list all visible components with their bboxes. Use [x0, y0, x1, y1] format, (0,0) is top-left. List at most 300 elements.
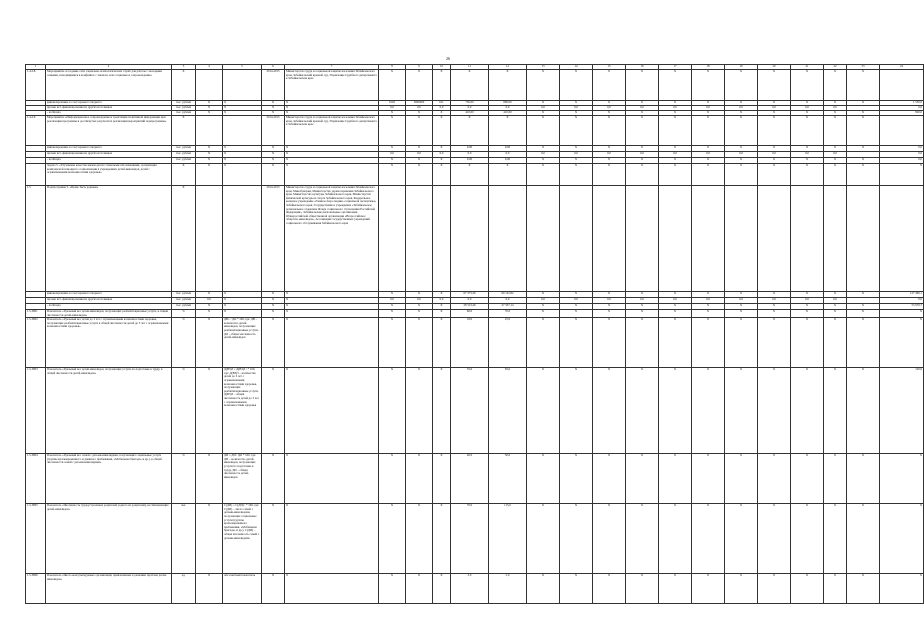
- column-number-cell: 24: [880, 65, 924, 70]
- table-cell: [196, 70, 223, 101]
- table-cell: X: [758, 70, 791, 101]
- table-cell: финансирование за счет краевого бюджета: [46, 146, 172, 152]
- column-number-cell: 11: [451, 65, 489, 70]
- table-cell: X: [593, 310, 626, 318]
- table-cell: прочие ист. финансирования из других источников: [46, 298, 172, 304]
- table-cell: 0,0: [758, 298, 791, 304]
- table-cell: X: [593, 368, 626, 454]
- table-cell: X: [758, 318, 791, 368]
- table-cell: [379, 186, 406, 292]
- table-cell: X: [791, 310, 824, 318]
- table-cell: - из Фонда: [46, 158, 172, 164]
- table-cell: X: [593, 164, 626, 186]
- table-cell: X: [527, 368, 560, 454]
- table-cell: X: [433, 368, 451, 454]
- table-cell: 40,0: [451, 454, 489, 504]
- table-cell: Мероприятие «Создание сети социально-психологических служб для работы с молодыми семьями, находящимися в конфликте с законом, и их социальное сопровождение»: [46, 70, 172, 101]
- table-cell: X: [725, 116, 758, 146]
- table-cell: 1.4.2.9.: [26, 116, 46, 146]
- table-cell: Задача 5. «Улучшение качества жизни детей с тяжелыми заболеваниями, организация комплексной помощи по социализации в учреждениях детей-инвалидов, детей с ограниченными возможностями здоровья»: [46, 164, 172, 186]
- table-cell: X: [824, 158, 847, 164]
- table-cell: [433, 186, 451, 292]
- table-cell: X: [692, 111, 725, 116]
- table-cell: 0,0: [725, 152, 758, 158]
- table-cell: X: [791, 368, 824, 454]
- table-cell: X: [626, 368, 659, 454]
- table-cell: 2014-2015: [262, 186, 285, 292]
- table-cell: 0,0: [659, 106, 692, 111]
- column-number-cell: 5: [223, 65, 262, 70]
- table-cell: X: [285, 111, 379, 116]
- table-cell: X: [824, 116, 847, 146]
- table-cell: X: [659, 304, 692, 310]
- table-cell: X: [791, 454, 824, 504]
- table-cell: тыс. рублей: [172, 304, 196, 310]
- table-cell: 0,0: [527, 152, 560, 158]
- table-cell: X: [692, 164, 725, 186]
- table-cell: X: [527, 504, 560, 574]
- table-cell: 0,0: [379, 106, 406, 111]
- table-cell: X: [725, 101, 758, 106]
- table-cell: [880, 116, 924, 146]
- table-row: [26, 310, 924, 318]
- table-cell: 60 122,82: [489, 292, 527, 298]
- table-cell: 0,0: [880, 106, 924, 111]
- table-cell: X: [433, 70, 451, 101]
- table-cell: X: [433, 504, 451, 574]
- table-row: [26, 574, 924, 604]
- table-cell: X: [626, 574, 659, 604]
- table-cell: X: [880, 318, 924, 368]
- table-cell: 0,0: [196, 298, 223, 304]
- column-number-cell: 14: [560, 65, 593, 70]
- table-cell: X: [527, 318, 560, 368]
- table-cell: 120,0: [880, 368, 924, 454]
- table-row: [26, 368, 924, 454]
- table-cell: X: [824, 146, 847, 152]
- table-cell: X: [527, 304, 560, 310]
- table-cell: X: [725, 70, 758, 101]
- table-cell: X: [758, 116, 791, 146]
- table-cell: 0,0: [880, 158, 924, 164]
- table-cell: X: [262, 310, 285, 318]
- table-cell: X: [433, 574, 451, 604]
- column-number-cell: 2: [46, 65, 172, 70]
- table-cell: X: [285, 454, 379, 504]
- table-cell: [223, 70, 262, 101]
- table-cell: тыс. рублей: [172, 111, 196, 116]
- table-cell: X: [791, 158, 824, 164]
- table-cell: 0,0: [527, 298, 560, 304]
- table-cell: финансирование за счет краевого бюджета: [46, 101, 172, 106]
- table-cell: X: [196, 106, 223, 111]
- table-cell: X: [196, 574, 223, 604]
- table-cell: X: [560, 146, 593, 152]
- table-cell: X: [659, 318, 692, 368]
- table-cell: X: [659, 101, 692, 106]
- table-cell: X: [285, 292, 379, 298]
- table-cell: 0,00: [451, 146, 489, 152]
- table-cell: X: [196, 158, 223, 164]
- table-cell: X: [847, 292, 880, 298]
- table-cell: X: [725, 318, 758, 368]
- table-cell: 0,0: [406, 106, 433, 111]
- table-cell: X: [725, 164, 758, 186]
- table-cell: 0,0: [758, 106, 791, 111]
- table-cell: [593, 186, 626, 292]
- table-row: [26, 454, 924, 504]
- program-table: [25, 64, 924, 604]
- table-cell: X: [560, 101, 593, 106]
- table-cell: X: [379, 146, 406, 152]
- table-cell: X: [824, 454, 847, 504]
- table-cell: X: [626, 164, 659, 186]
- table-cell: X: [791, 70, 824, 101]
- table-cell: 1002: [379, 101, 406, 106]
- table-cell: X: [791, 292, 824, 298]
- table-cell: X: [223, 106, 262, 111]
- column-number-cell: 1: [26, 65, 46, 70]
- table-cell: тыс. рублей: [172, 152, 196, 158]
- table-cell: X: [880, 504, 924, 574]
- table-cell: X: [791, 146, 824, 152]
- table-cell: X: [824, 101, 847, 106]
- table-cell: 28 313,46: [451, 304, 489, 310]
- table-cell: X: [847, 158, 880, 164]
- table-cell: - из Фонда: [46, 111, 172, 116]
- table-cell: 2014-2015: [262, 70, 285, 101]
- table-cell: 5,0: [489, 574, 527, 604]
- table-cell: X: [758, 574, 791, 604]
- table-cell: X: [659, 158, 692, 164]
- table-cell: X: [196, 292, 223, 298]
- table-cell: тыс. рублей: [172, 292, 196, 298]
- table-cell: X: [379, 164, 406, 186]
- table-cell: 750,00: [451, 101, 489, 106]
- table-cell: X: [196, 164, 223, 186]
- table-cell: 1 550,0: [880, 101, 924, 106]
- table-cell: X: [560, 454, 593, 504]
- table-cell: X: [406, 164, 433, 186]
- table-cell: X: [692, 292, 725, 298]
- table-cell: X: [758, 111, 791, 116]
- table-cell: X: [593, 158, 626, 164]
- column-number-cell: 8: [379, 65, 406, 70]
- table-cell: 0,0: [659, 152, 692, 158]
- table-cell: X: [626, 454, 659, 504]
- table-cell: X: [758, 101, 791, 106]
- table-cell: X: [285, 101, 379, 106]
- column-number-cell: 21: [791, 65, 824, 70]
- table-cell: 0,0: [626, 298, 659, 304]
- table-cell: X: [791, 101, 824, 106]
- table-cell: X: [560, 368, 593, 454]
- table-cell: 820,0: [880, 111, 924, 116]
- table-cell: 410,00: [451, 111, 489, 116]
- column-number-cell: 15: [593, 65, 626, 70]
- table-cell: 70,0: [489, 310, 527, 318]
- table-cell: X: [847, 116, 880, 146]
- column-number-cell: 17: [659, 65, 692, 70]
- table-cell: X: [791, 504, 824, 574]
- table-cell: 0,0: [560, 106, 593, 111]
- table-cell: X: [285, 574, 379, 604]
- table-cell: X: [847, 318, 880, 368]
- table-cell: 0,0: [433, 152, 451, 158]
- table-cell: X: [725, 454, 758, 504]
- table-cell: X: [223, 146, 262, 152]
- table-cell: 60,0: [451, 310, 489, 318]
- table-cell: X: [262, 152, 285, 158]
- table-cell: X: [791, 116, 824, 146]
- table-cell: X: [824, 310, 847, 318]
- table-cell: X: [725, 304, 758, 310]
- table-cell: 0,0: [560, 152, 593, 158]
- table-cell: X: [725, 368, 758, 454]
- table-cell: X: [626, 292, 659, 298]
- table-cell: X: [527, 146, 560, 152]
- table-cell: X: [223, 158, 262, 164]
- table-cell: [406, 186, 433, 292]
- table-cell: X: [659, 292, 692, 298]
- table-cell: X: [379, 111, 406, 116]
- table-cell: X: [451, 116, 489, 146]
- table-cell: 0,0: [527, 106, 560, 111]
- table-cell: X: [196, 304, 223, 310]
- table-cell: X: [847, 574, 880, 604]
- table-cell: ДИ = ДИ / ДО * 100, где: ДИ – количество детей-инвалидов, получающих услуги по подготовке к труду, ДИ – общая численность детей-инвалидов: [223, 454, 262, 504]
- table-cell: X: [262, 454, 285, 504]
- table-cell: X: [262, 146, 285, 152]
- table-cell: 0,0: [489, 106, 527, 111]
- table-row: [26, 504, 924, 574]
- table-cell: X: [223, 310, 262, 318]
- table-cell: X: [659, 454, 692, 504]
- table-cell: X: [285, 146, 379, 152]
- table-cell: X: [824, 304, 847, 310]
- table-cell: X: [692, 504, 725, 574]
- table-cell: X: [433, 318, 451, 368]
- table-cell: X: [527, 101, 560, 106]
- table-cell: 0,0: [406, 298, 433, 304]
- column-number-cell: 23: [847, 65, 880, 70]
- table-cell: X: [560, 164, 593, 186]
- table-cell: X: [791, 164, 824, 186]
- table-cell: 0,0: [880, 298, 924, 304]
- table-cell: 0,0: [593, 106, 626, 111]
- table-cell: X: [758, 310, 791, 318]
- column-number-cell: 6: [262, 65, 285, 70]
- table-cell: X: [196, 504, 223, 574]
- table-cell: X: [262, 368, 285, 454]
- table-cell: X: [725, 146, 758, 152]
- table-cell: 3,0: [451, 574, 489, 604]
- table-cell: X: [196, 310, 223, 318]
- table-cell: [560, 186, 593, 292]
- table-cell: X: [285, 164, 379, 186]
- column-number-cell: 9: [406, 65, 433, 70]
- table-cell: 0,0: [692, 298, 725, 304]
- table-cell: Показатель «Удельный вес детей до 3 лет с ограниченными возможностями здоровья, получающих реабилитационные услуги в общей численности детей до 3 лет с ограниченными возможностями здоровья»: [46, 318, 172, 368]
- table-cell: X: [172, 116, 196, 146]
- table-cell: 3690000: [406, 101, 433, 106]
- table-cell: финансирование за счет краевого бюджета: [46, 292, 172, 298]
- table-cell: тыс. рублей: [172, 106, 196, 111]
- table-cell: Показатель «Удельный вес детей-инвалидов, получающих реабилитационные услуги, в общей численности детей-инвалидов»: [46, 310, 172, 318]
- table-cell: 0,0: [791, 152, 824, 158]
- table-cell: 70,0: [451, 504, 489, 574]
- table-cell: X: [847, 368, 880, 454]
- table-cell: X: [659, 368, 692, 454]
- table-cell: X: [379, 504, 406, 574]
- table-cell: 1.5: [26, 186, 46, 292]
- table-cell: %: [172, 454, 196, 504]
- table-cell: X: [847, 504, 880, 574]
- table-cell: X: [406, 318, 433, 368]
- table-cell: X: [659, 504, 692, 574]
- table-cell: X: [285, 304, 379, 310]
- table-cell: X: [758, 146, 791, 152]
- table-cell: Министерство труда и социальной защиты населения Забайкальского края, Забайкальский краевой суд, Управление Судебного департамента в Забайкальском крае: [285, 70, 379, 101]
- table-cell: X: [758, 164, 791, 186]
- table-cell: X: [758, 504, 791, 574]
- table-cell: X: [880, 310, 924, 318]
- table-cell: X: [379, 116, 406, 146]
- table-cell: X: [626, 304, 659, 310]
- table-cell: X: [285, 368, 379, 454]
- table-cell: 18,0: [451, 318, 489, 368]
- table-cell: Показатель «Удельный вес семей с детьми-инвалидами, получающих социальные услуги (группы кратковременного и дневного пребывания, «Мобильная бригада» и др.), в общей численности семей с детьми-инвалидами»: [46, 454, 172, 504]
- table-cell: %: [172, 310, 196, 318]
- table-cell: тыс. рублей: [172, 101, 196, 106]
- table-cell: 1.4.2.8.: [26, 70, 46, 101]
- table-cell: 0,0: [406, 152, 433, 158]
- table-cell: X: [379, 158, 406, 164]
- column-number-cell: 22: [824, 65, 847, 70]
- column-number-cell: 7: [285, 65, 379, 70]
- table-cell: X: [593, 111, 626, 116]
- table-cell: [626, 186, 659, 292]
- table-cell: X: [172, 164, 196, 186]
- table-cell: X: [626, 504, 659, 574]
- table-cell: X: [692, 70, 725, 101]
- table-cell: 0,0: [880, 152, 924, 158]
- table-cell: X: [659, 164, 692, 186]
- table-cell: X: [489, 116, 527, 146]
- table-cell: [451, 186, 489, 292]
- table-cell: X: [659, 310, 692, 318]
- table-cell: X: [527, 158, 560, 164]
- table-cell: X: [847, 146, 880, 152]
- table-cell: X: [262, 101, 285, 106]
- table-cell: X: [847, 164, 880, 186]
- table-cell: X: [223, 298, 262, 304]
- table-cell: X: [725, 111, 758, 116]
- table-cell: X: [262, 574, 285, 604]
- table-cell: X: [262, 318, 285, 368]
- table-cell: [880, 70, 924, 101]
- table-cell: X: [692, 318, 725, 368]
- table-cell: X: [285, 318, 379, 368]
- table-cell: X: [262, 158, 285, 164]
- table-cell: С(ДИ) = С(ДИ) / * 100, где: С(ДИ) – число семей с детьми-инвалидами, получающих социальные услуги (группы кратковременного пребывания, «Мобильная бригада» и др.), С(ДИ) – общая численность семей с детьми-инвалидами: [223, 504, 262, 574]
- table-cell: X: [626, 70, 659, 101]
- table-cell: 0,0: [880, 146, 924, 152]
- table-cell: X: [758, 158, 791, 164]
- table-cell: Показатель «Численность трудоустроенных родителей (одного из родителей), воспитывающих детей-инвалидов»: [46, 504, 172, 574]
- table-cell: X: [847, 101, 880, 106]
- table-cell: X: [626, 116, 659, 146]
- table-cell: Подпрограмма 5. «Право быть родным»: [46, 186, 172, 292]
- table-cell: X: [433, 116, 451, 146]
- table-cell: X: [758, 304, 791, 310]
- table-cell: X: [626, 318, 659, 368]
- table-cell: X: [406, 158, 433, 164]
- table-cell: X: [725, 158, 758, 164]
- table-cell: 50,0: [489, 454, 527, 504]
- table-cell: X: [560, 504, 593, 574]
- table-row: [26, 186, 924, 292]
- table-cell: X: [824, 368, 847, 454]
- table-cell: X: [758, 292, 791, 298]
- table-cell: 0,0: [824, 152, 847, 158]
- column-number-cell: 19: [725, 65, 758, 70]
- table-cell: 127 496,1: [880, 292, 924, 298]
- table-cell: X: [379, 292, 406, 298]
- table-cell: 0,0: [451, 298, 489, 304]
- table-cell: 25,0: [489, 318, 527, 368]
- table-cell: X: [626, 310, 659, 318]
- table-cell: [26, 164, 46, 186]
- table-cell: 0,0: [659, 298, 692, 304]
- table-cell: X: [847, 304, 880, 310]
- table-cell: X: [406, 116, 433, 146]
- table-cell: прочие ист. финансирования из других источников: [46, 152, 172, 158]
- table-cell: X: [379, 70, 406, 101]
- table-cell: 0,0: [824, 298, 847, 304]
- table-cell: 0,0: [379, 152, 406, 158]
- table-cell: 0,00: [489, 146, 527, 152]
- table-cell: X: [593, 101, 626, 106]
- table-cell: X: [527, 111, 560, 116]
- table-cell: X: [626, 101, 659, 106]
- table-cell: X: [659, 116, 692, 146]
- table-cell: 0,0: [692, 106, 725, 111]
- table-cell: X: [406, 292, 433, 298]
- table-cell: X: [880, 164, 924, 186]
- table-cell: X: [406, 504, 433, 574]
- table-row: [26, 318, 924, 368]
- table-cell: X: [172, 70, 196, 101]
- table-cell: X: [433, 158, 451, 164]
- table-cell: 800,00: [489, 101, 527, 106]
- table-cell: X: [560, 158, 593, 164]
- column-number-cell: 20: [758, 65, 791, 70]
- column-number-cell: 3: [172, 65, 196, 70]
- table-cell: 55 670,7: [880, 304, 924, 310]
- table-cell: X: [692, 146, 725, 152]
- table-cell: X: [379, 310, 406, 318]
- table-cell: 0,0: [451, 152, 489, 158]
- table-cell: X: [593, 116, 626, 146]
- table-cell: X: [692, 158, 725, 164]
- table-cell: X: [824, 164, 847, 186]
- table-cell: 115,0: [489, 504, 527, 574]
- table-cell: X: [433, 292, 451, 298]
- table-cell: X: [406, 70, 433, 101]
- table-cell: X: [406, 454, 433, 504]
- table-cell: 0,0: [626, 106, 659, 111]
